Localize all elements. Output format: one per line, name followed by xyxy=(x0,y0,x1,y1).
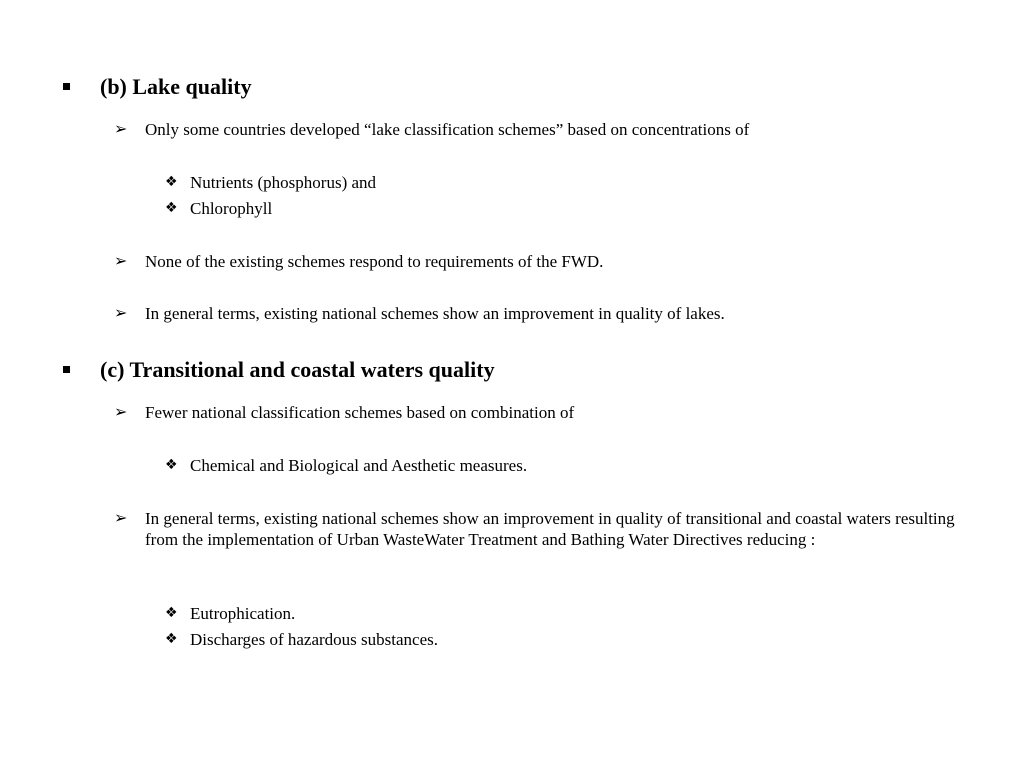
arrow-bullet-icon: ➢ xyxy=(114,251,128,270)
section-b-point-1: Only some countries developed “lake classification schemes” based on concentrations of xyxy=(145,120,750,139)
section-b-sub-1: Nutrients (phosphorus) and xyxy=(190,173,377,192)
arrow-bullet-icon: ➢ xyxy=(114,303,128,322)
section-b-point-3: In general terms, existing national schemes show an improvement in quality of lakes. xyxy=(145,304,725,323)
section-c-sub-1: Chemical and Biological and Aesthetic measures. xyxy=(190,456,528,475)
section-b-heading: (b) Lake quality xyxy=(100,74,252,99)
arrow-bullet-icon: ➢ xyxy=(114,119,128,138)
arrow-bullet-icon: ➢ xyxy=(114,508,128,527)
section-c-point-1: Fewer national classification schemes based on combination of xyxy=(145,403,575,422)
diamond-bullet-icon: ❖ xyxy=(165,631,178,647)
diamond-bullet-icon: ❖ xyxy=(165,200,178,216)
diamond-bullet-icon: ❖ xyxy=(165,457,178,473)
section-c-point-2: In general terms, existing national schemes show an improvement in quality of transitional and coastal waters resulting from the implementation of Urban WasteWater Treatment and Bathing Water Directives reducing : xyxy=(145,509,955,549)
section-c-sub-2: Eutrophication. xyxy=(190,604,296,623)
section-b-sub-2: Chlorophyll xyxy=(190,199,273,218)
section-b-point-2: None of the existing schemes respond to requirements of the FWD. xyxy=(145,252,604,271)
square-bullet-icon xyxy=(63,366,70,373)
section-c-heading: (c) Transitional and coastal waters quality xyxy=(100,357,495,382)
diamond-bullet-icon: ❖ xyxy=(165,605,178,621)
section-c-sub-3: Discharges of hazardous substances. xyxy=(190,630,439,649)
diamond-bullet-icon: ❖ xyxy=(165,174,178,190)
arrow-bullet-icon: ➢ xyxy=(114,402,128,421)
square-bullet-icon xyxy=(63,83,70,90)
